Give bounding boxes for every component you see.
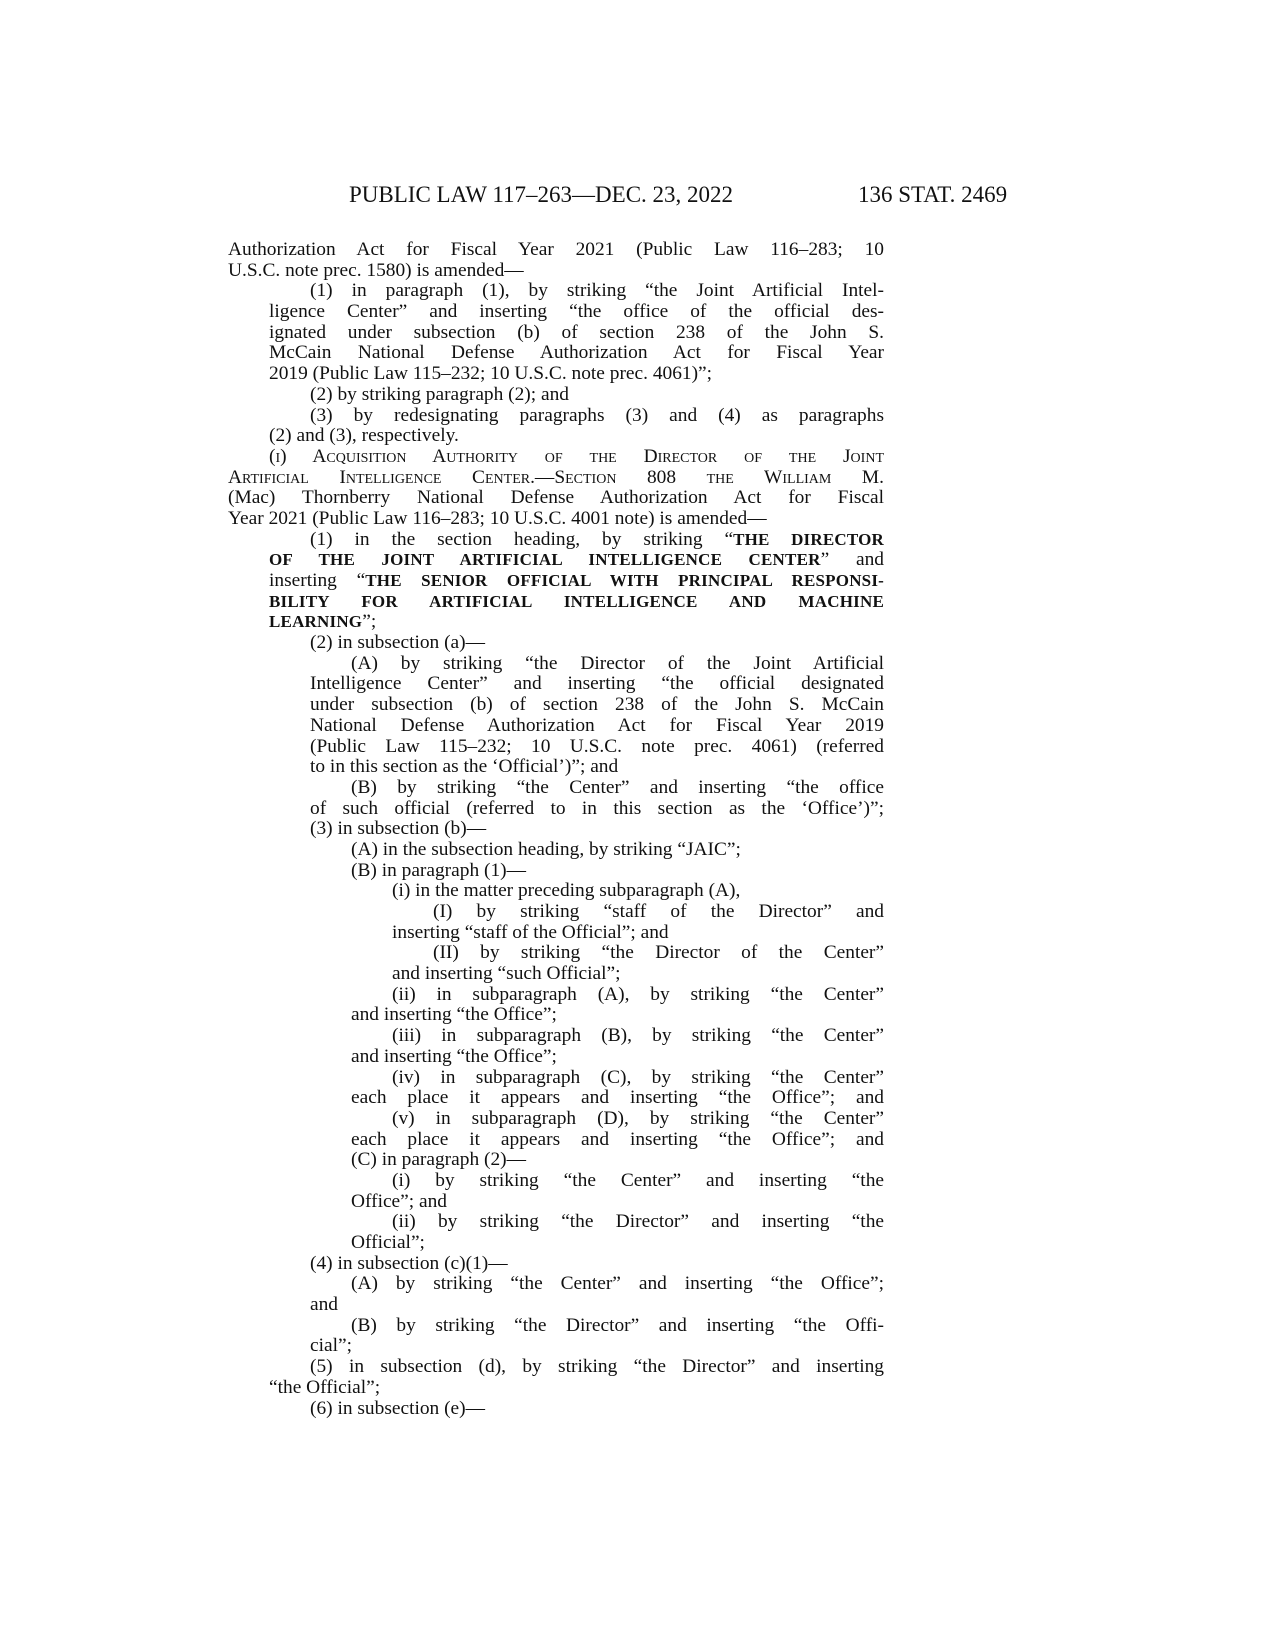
text-line: each place it appears and inserting “the Office”; and (351, 1087, 884, 1109)
stat-page-number: 136 STAT. 2469 (858, 182, 1008, 207)
text-line: (6) in subsection (e)— (310, 1397, 486, 1419)
text-line: Office”; and (351, 1190, 448, 1212)
text-line: (2) in subsection (a)— (310, 632, 486, 654)
text-line: to in this section as the ‘Official’)”; and (310, 756, 619, 778)
page-header (0, 182, 1275, 212)
text-line: 2019 (Public Law 115–232; 10 U.S.C. note prec. 4061)”; (269, 363, 713, 385)
text-line: (2) and (3), respectively. (269, 425, 459, 447)
text-line: (A) by striking “the Center” and inserting “the Office”; (351, 1273, 884, 1295)
text-line: inserting “THE SENIOR OFFICIAL WITH PRINCIPAL RESPONSI- (269, 570, 885, 591)
text-line: and inserting “such Official”; (392, 963, 621, 985)
text-line: (1) in paragraph (1), by striking “the Joint Artificial Intel- (310, 280, 884, 302)
text-line: and (310, 1294, 338, 1316)
text-line: (1) in the section heading, by striking “THE DIRECTOR (310, 528, 884, 550)
text-line: McCain National Defense Authorization Act for Fiscal Year (269, 342, 884, 364)
text-line: LEARNING”; (269, 611, 377, 633)
text-line: (2) by striking paragraph (2); and (310, 383, 569, 405)
text-line: (B) by striking “the Center” and inserting “the office (351, 776, 884, 798)
bold-heading-text: THE SENIOR OFFICIAL WITH PRINCIPAL RESPONSI- (365, 571, 885, 590)
text-line: Official”; (351, 1232, 425, 1253)
text-line: (iii) in subparagraph (B), by striking “the Center” (392, 1025, 884, 1047)
text-line: Year 2021 (Public Law 116–283; 10 U.S.C. 4001 note) is amended— (228, 507, 767, 529)
text-line: OF THE JOINT ARTIFICIAL INTELLIGENCE CENTER” and (269, 549, 885, 571)
text-line: (ii) by striking “the Director” and inserting “the (392, 1211, 884, 1233)
text-line: and inserting “the Office”; (351, 1045, 557, 1067)
text-line: (5) in subsection (d), by striking “the Director” and inserting (310, 1356, 884, 1378)
text-line: (II) by striking “the Director of the Center” (433, 942, 884, 964)
text-line: (i) Acquisition Authority of the Director of the Joint (269, 445, 884, 467)
law-title: PUBLIC LAW 117–263—DEC. 23, 2022 (349, 182, 734, 207)
text-line: (3) by redesignating paragraphs (3) and (4) as paragraphs (310, 404, 884, 426)
text-line: (4) in subsection (c)(1)— (310, 1252, 508, 1274)
text-line: U.S.C. note prec. 1580) is amended— (228, 259, 524, 281)
text-line: (Public Law 115–232; 10 U.S.C. note prec. 4061) (referred (310, 735, 884, 757)
bold-heading-text: OF THE JOINT ARTIFICIAL INTELLIGENCE CENTER (269, 550, 821, 570)
text-line: (i) in the matter preceding subparagraph (A), (392, 880, 741, 902)
text-line: ligence Center” and inserting “the office of the official des- (269, 301, 884, 323)
text-line: Authorization Act for Fiscal Year 2021 (Public Law 116–283; 10 (228, 239, 884, 260)
text-line: National Defense Authorization Act for Fiscal Year 2019 (310, 714, 884, 736)
text-line: (B) in paragraph (1)— (351, 859, 526, 881)
bold-heading-text: LEARNING (269, 612, 363, 632)
text-line: “the Official”; (269, 1376, 381, 1398)
text-line: of such official (referred to in this section as the ‘Office’)”; (310, 797, 884, 819)
text-line: (A) in the subsection heading, by striking “JAIC”; (351, 838, 741, 860)
text-line: (I) by striking “staff of the Director” and (433, 901, 884, 922)
text-line: (i) by striking “the Center” and inserting “the (392, 1169, 884, 1191)
text-line: (iv) in subparagraph (C), by striking “the Center” (392, 1066, 884, 1088)
text-line: Artificial Intelligence Center.—Section 808 the William M. (228, 466, 884, 488)
text-line: (ii) in subparagraph (A), by striking “the Center” (392, 983, 884, 1005)
text-line: (Mac) Thornberry National Defense Authorization Act for Fiscal (228, 487, 884, 509)
text-line: ignated under subsection (b) of section 238 of the John S. (269, 321, 884, 343)
text-line: (A) by striking “the Director of the Joint Artificial (351, 652, 884, 674)
text-line (228, 592, 884, 613)
bold-heading-text: THE DIRECTOR (733, 529, 884, 549)
text-line: (B) by striking “the Director” and inserting “the Offi- (351, 1314, 884, 1336)
text-line: (C) in paragraph (2)— (351, 1149, 526, 1171)
body-text (228, 240, 884, 1419)
text-line: under subsection (b) of section 238 of the John S. McCain (310, 694, 884, 716)
text-line: inserting “staff of the Official”; and (392, 921, 669, 943)
text-line: (3) in subsection (b)— (310, 818, 487, 840)
text-line: cial”; (310, 1335, 352, 1357)
text-line: (v) in subparagraph (D), by striking “the Center” (392, 1107, 884, 1129)
text-line: Intelligence Center” and inserting “the official designated (310, 673, 884, 695)
bold-heading-text: BILITY FOR ARTIFICIAL INTELLIGENCE AND MACHINE (269, 591, 884, 611)
text-line: and inserting “the Office”; (351, 1004, 557, 1026)
text-line: each place it appears and inserting “the Office”; and (351, 1128, 884, 1150)
